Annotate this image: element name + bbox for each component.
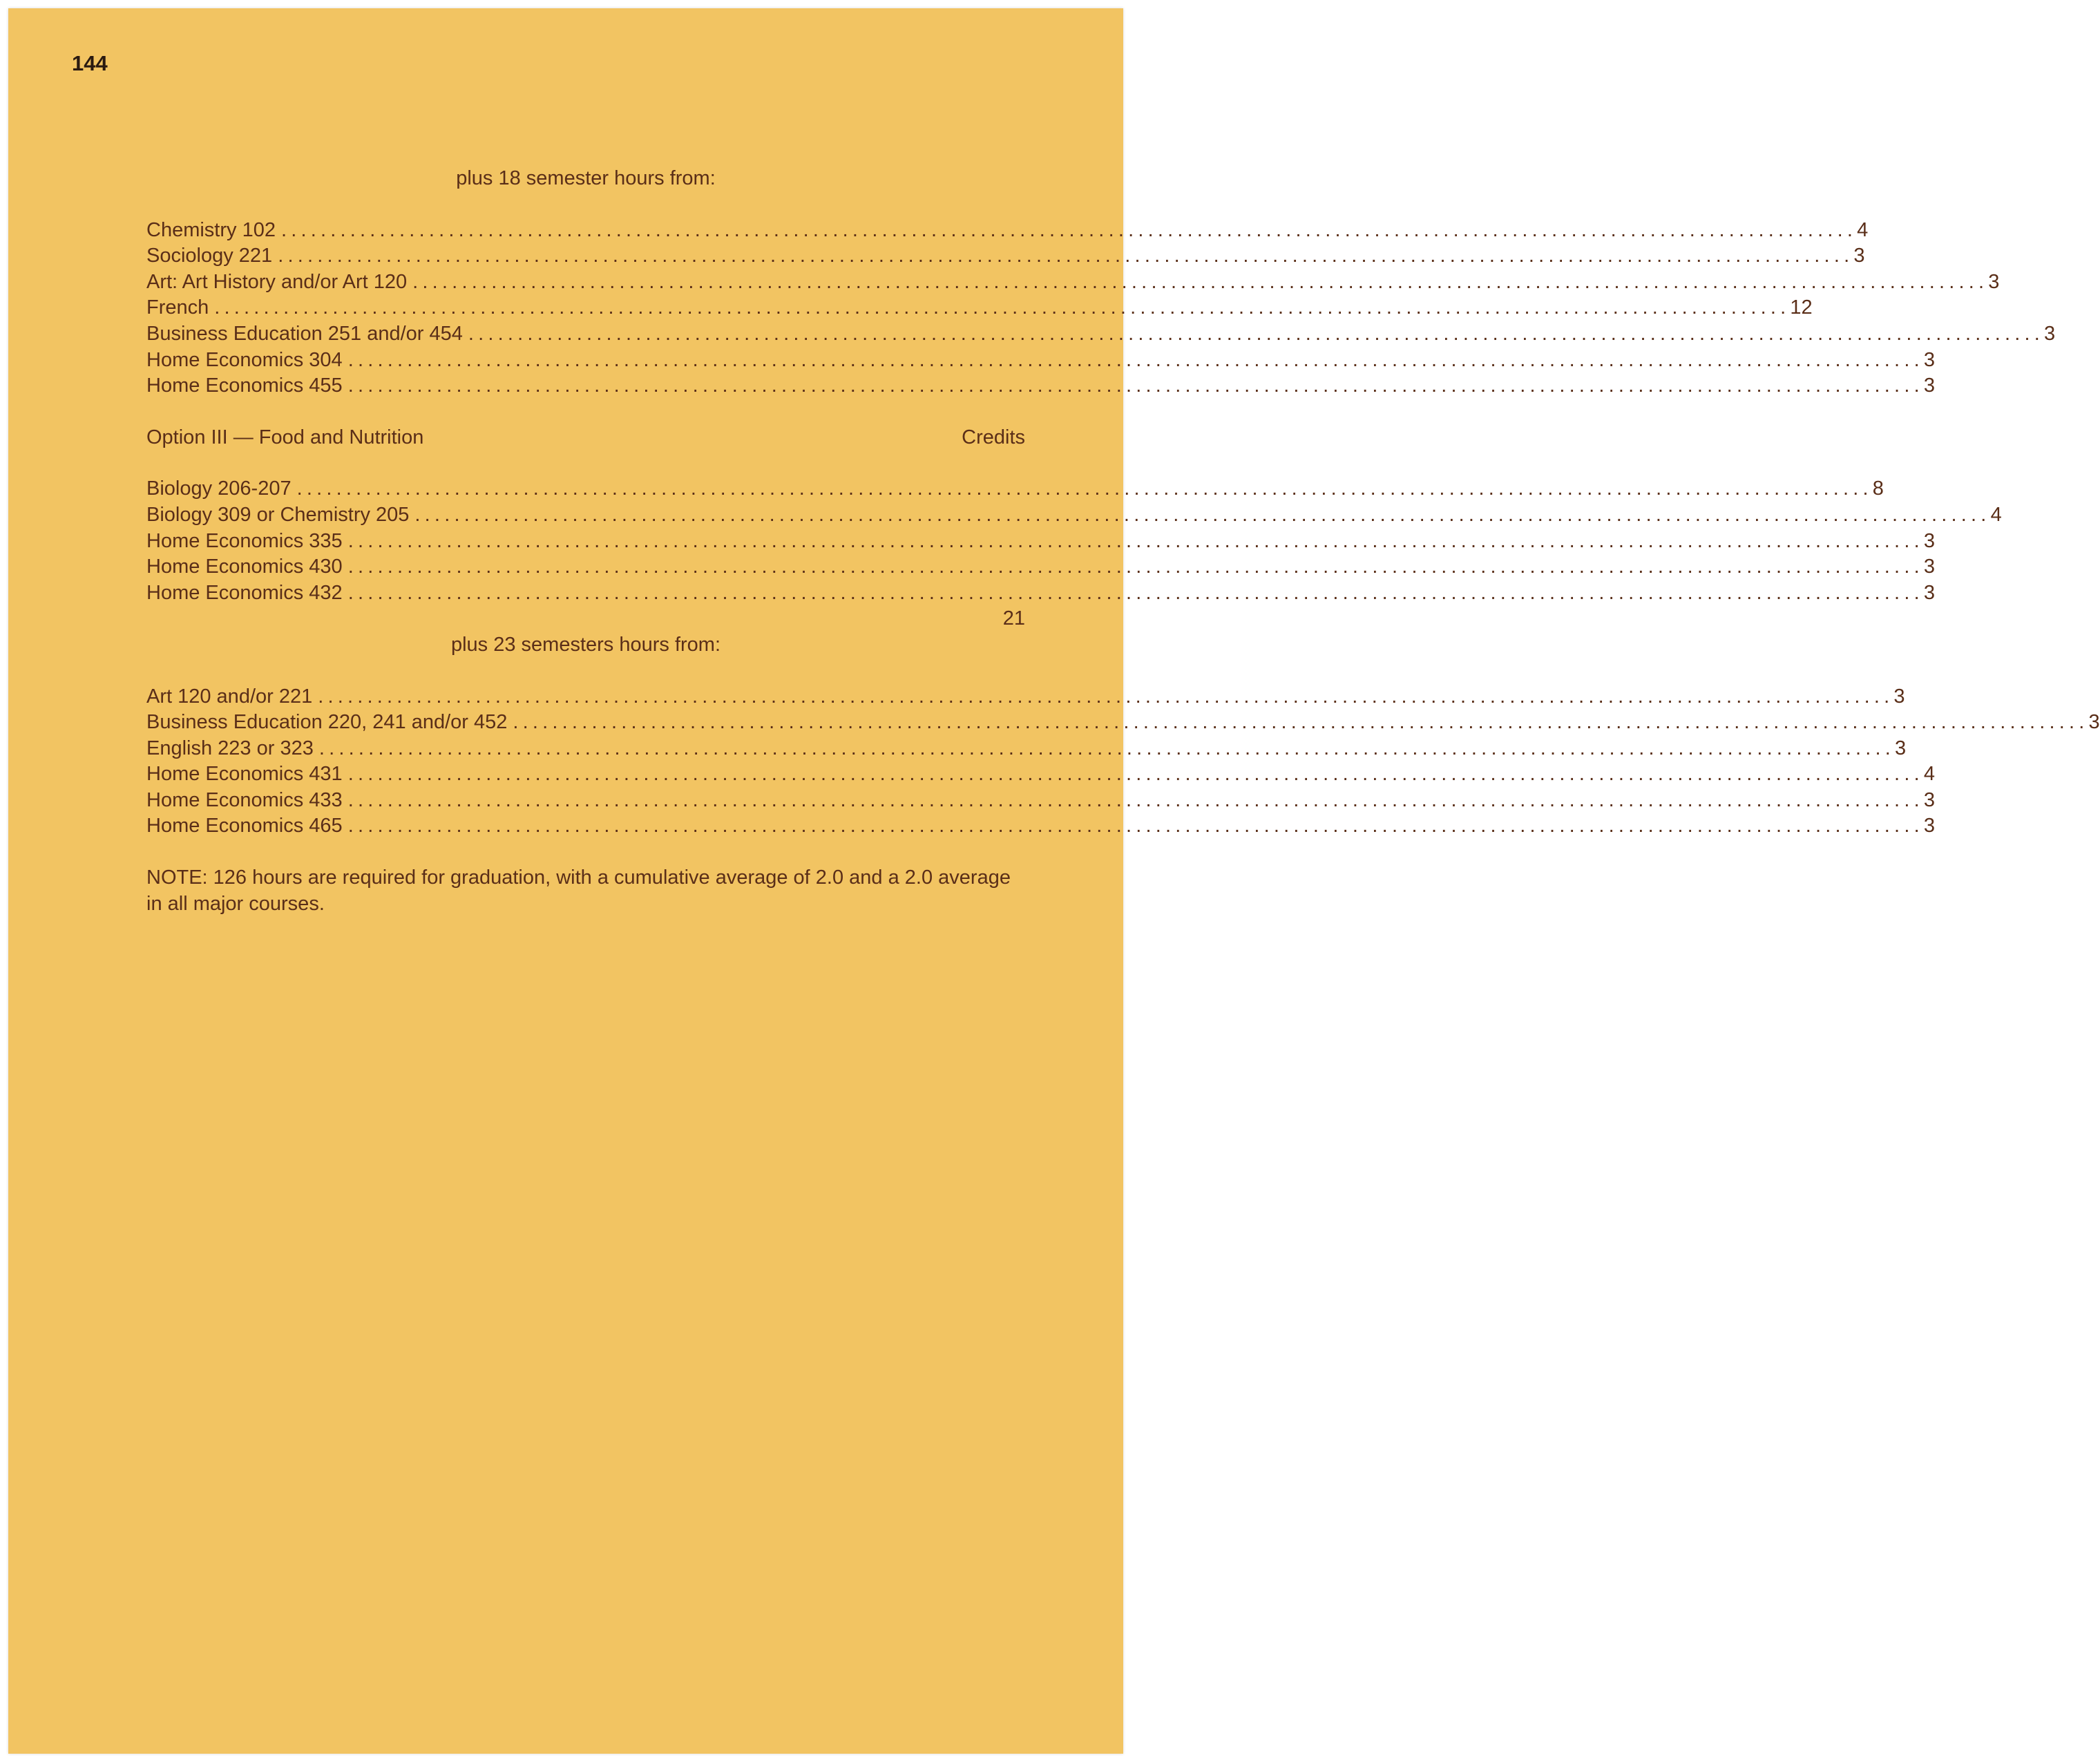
course-name: Biology 309 or Chemistry 205 — [146, 503, 410, 526]
course-row — [146, 529, 1935, 555]
course-name: Art 120 and/or 221 — [146, 685, 313, 708]
course-credits: 3 — [1893, 685, 1905, 708]
course-row — [146, 710, 2100, 736]
course-name: Chemistry 102 — [146, 218, 276, 241]
block1-heading: plus 18 semester hours from: — [456, 167, 716, 189]
catalog-page — [8, 8, 2100, 1754]
dot-leader: ................................................................................................................................................................ — [347, 763, 1924, 786]
dot-leader: ................................................................................................................................................................ — [468, 322, 2045, 345]
course-name: Art: Art History and/or Art 120 — [146, 270, 408, 293]
course-row — [146, 736, 1907, 762]
course-credits: 3 — [2044, 322, 2056, 345]
course-row — [146, 476, 1884, 502]
block1-course-list — [146, 218, 2056, 399]
course-name: French — [146, 296, 209, 319]
option-total-credits: 21 — [1002, 607, 1025, 630]
course-row — [146, 761, 1935, 788]
course-row — [146, 554, 1935, 580]
block2-course-list — [146, 684, 2100, 840]
dot-leader: ................................................................................................................................................................ — [347, 375, 1924, 397]
course-credits: 12 — [1790, 296, 1813, 319]
course-credits: 3 — [1923, 348, 1935, 371]
dot-leader: ................................................................................................................................................................ — [280, 218, 1858, 241]
course-credits: 3 — [2088, 711, 2100, 734]
graduation-note: NOTE: 126 hours are required for graduation, with a cumulative average of 2.0 and a 2.0 average in all major courses. — [146, 866, 1011, 915]
course-credits: 3 — [1923, 529, 1935, 552]
course-name: Business Education 220, 241 and/or 452 — [146, 711, 508, 734]
dot-leader: ................................................................................................................................................................ — [347, 581, 1924, 604]
course-name: Business Education 251 and/or 454 — [146, 322, 463, 345]
page-content — [146, 166, 2100, 917]
course-credits: 8 — [1872, 477, 1884, 500]
credits-heading: Credits — [962, 426, 1025, 448]
dot-leader: ................................................................................................................................................................ — [318, 737, 1895, 759]
option-header — [146, 425, 1025, 451]
dot-leader: ................................................................................................................................................................ — [513, 711, 2089, 734]
dot-leader: ................................................................................................................................................................ — [414, 503, 1991, 526]
dot-leader: ................................................................................................................................................................ — [296, 477, 1873, 500]
course-row — [146, 243, 1865, 269]
course-name: Home Economics 432 — [146, 581, 343, 604]
course-row — [146, 813, 1935, 840]
dot-leader: ................................................................................................................................................................ — [347, 529, 1924, 552]
course-credits: 3 — [1923, 556, 1935, 578]
dot-leader: ................................................................................................................................................................ — [412, 270, 1989, 293]
dot-leader: ................................................................................................................................................................ — [347, 815, 1924, 837]
option-title: Option III — Food and Nutrition — [146, 426, 424, 448]
course-name: Home Economics 430 — [146, 556, 343, 578]
course-name: Home Economics 455 — [146, 375, 343, 397]
dot-leader: ................................................................................................................................................................ — [214, 296, 1791, 319]
course-credits: 3 — [1923, 375, 1935, 397]
course-name: Home Economics 335 — [146, 529, 343, 552]
block2-heading: plus 23 semesters hours from: — [450, 633, 721, 656]
course-credits: 3 — [1923, 788, 1935, 811]
dot-leader: ................................................................................................................................................................ — [347, 348, 1924, 371]
course-row — [146, 502, 2002, 529]
course-row — [146, 269, 2000, 296]
course-credits: 3 — [1894, 737, 1907, 759]
course-name: Home Economics 433 — [146, 788, 343, 811]
course-credits: 4 — [1923, 763, 1935, 786]
page-number: 144 — [72, 51, 108, 75]
dot-leader: ................................................................................................................................................................ — [278, 245, 1854, 267]
course-name: Biology 206-207 — [146, 477, 292, 500]
course-credits: 3 — [1923, 815, 1935, 837]
course-row — [146, 684, 1905, 710]
course-row — [146, 348, 1935, 374]
dot-leader: ................................................................................................................................................................ — [347, 556, 1924, 578]
course-name: Home Economics 304 — [146, 348, 343, 371]
course-row — [146, 321, 2056, 348]
course-credits: 3 — [1923, 581, 1935, 604]
course-credits: 3 — [1988, 270, 2000, 293]
course-credits: 4 — [1857, 218, 1869, 241]
dot-leader: ................................................................................................................................................................ — [347, 788, 1924, 811]
course-row — [146, 580, 1935, 607]
course-credits: 3 — [1853, 245, 1865, 267]
course-name: Home Economics 431 — [146, 763, 343, 786]
dot-leader: ................................................................................................................................................................ — [318, 685, 1894, 708]
option-course-list — [146, 476, 2002, 606]
course-row — [146, 788, 1935, 814]
course-row — [146, 218, 1869, 244]
course-credits: 4 — [1990, 503, 2002, 526]
course-name: Home Economics 465 — [146, 815, 343, 837]
course-row — [146, 295, 1813, 321]
course-name: Sociology 221 — [146, 245, 273, 267]
course-name: English 223 or 323 — [146, 737, 314, 759]
course-row — [146, 373, 1935, 399]
